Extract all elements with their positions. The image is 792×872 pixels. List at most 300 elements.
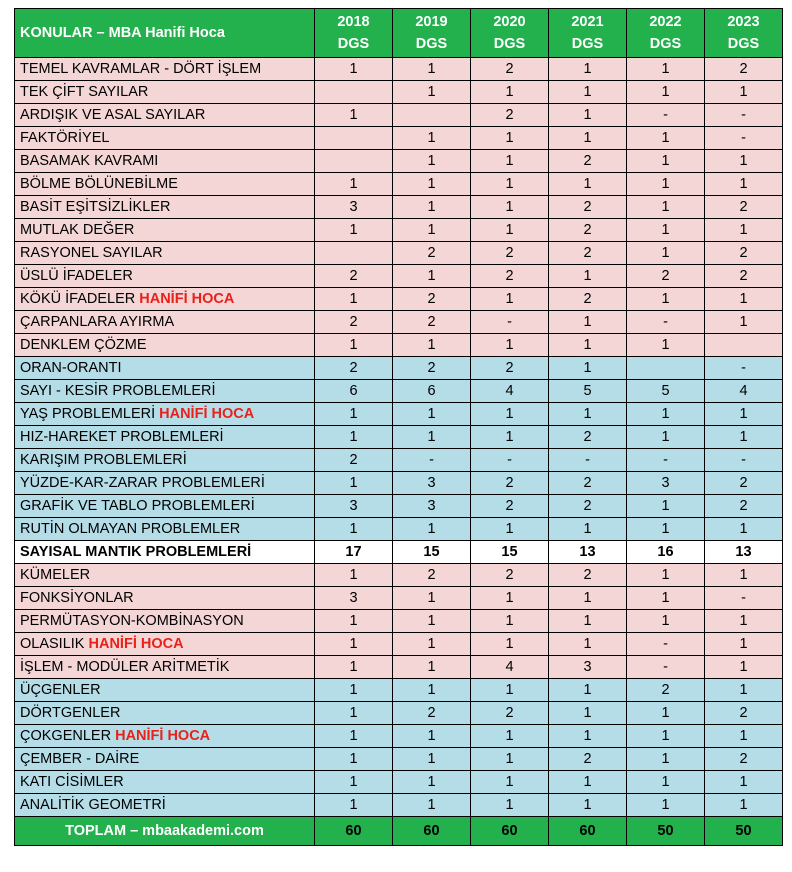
topic-cell <box>15 426 315 449</box>
table-row <box>15 656 783 679</box>
count-cell: 1 <box>705 288 783 311</box>
topic-label: ÇEMBER - DAİRE <box>20 751 140 767</box>
count-cell: 2 <box>627 265 705 288</box>
topic-label: YÜZDE-KAR-ZARAR PROBLEMLERİ <box>20 475 265 491</box>
count-cell: - <box>471 311 549 334</box>
topic-cell <box>15 472 315 495</box>
count-cell: 2 <box>471 58 549 81</box>
count-cell: - <box>549 449 627 472</box>
topic-label: BÖLME BÖLÜNEBİLME <box>20 176 178 192</box>
topic-label: ORAN-ORANTI <box>20 360 122 376</box>
table-row <box>15 472 783 495</box>
count-cell: 1 <box>549 518 627 541</box>
count-cell: 6 <box>393 380 471 403</box>
year-header-cell <box>393 9 471 58</box>
count-cell: 1 <box>705 150 783 173</box>
count-cell: 1 <box>315 656 393 679</box>
count-cell: 1 <box>627 219 705 242</box>
table-row <box>15 610 783 633</box>
count-cell: 2 <box>471 242 549 265</box>
table-row <box>15 541 783 564</box>
count-cell: 1 <box>393 81 471 104</box>
count-cell: 1 <box>549 610 627 633</box>
count-cell: 1 <box>393 656 471 679</box>
total-value-cell: 50 <box>627 817 705 846</box>
table-row <box>15 127 783 150</box>
count-cell: 2 <box>549 219 627 242</box>
topic-cell <box>15 679 315 702</box>
topic-label: KATI CİSİMLER <box>20 774 124 790</box>
count-cell: 1 <box>705 311 783 334</box>
table-row <box>15 426 783 449</box>
topic-label: KARIŞIM PROBLEMLERİ <box>20 452 187 468</box>
table-row <box>15 219 783 242</box>
count-cell: 1 <box>471 748 549 771</box>
count-cell: - <box>705 104 783 127</box>
count-cell: 1 <box>549 81 627 104</box>
count-cell: 1 <box>549 127 627 150</box>
count-cell: 2 <box>549 564 627 587</box>
count-cell: 1 <box>471 679 549 702</box>
topic-label: GRAFİK VE TABLO PROBLEMLERİ <box>20 498 255 514</box>
count-cell: 2 <box>393 288 471 311</box>
count-cell: 1 <box>627 173 705 196</box>
count-cell: 1 <box>549 334 627 357</box>
exam-label: DGS <box>415 36 448 52</box>
count-cell: 1 <box>705 679 783 702</box>
count-cell: 1 <box>471 587 549 610</box>
count-cell: 1 <box>315 403 393 426</box>
count-cell: 1 <box>705 403 783 426</box>
topic-label: OLASILIK <box>20 636 89 652</box>
topic-cell <box>15 58 315 81</box>
topic-label: PERMÜTASYON-KOMBİNASYON <box>20 613 244 629</box>
count-cell: 3 <box>627 472 705 495</box>
count-cell: 1 <box>393 633 471 656</box>
count-cell: 2 <box>471 702 549 725</box>
table-row <box>15 725 783 748</box>
topic-cell <box>15 495 315 518</box>
exam-label: DGS <box>493 36 526 52</box>
count-cell: 1 <box>393 173 471 196</box>
topic-label: FAKTÖRİYEL <box>20 130 110 146</box>
topic-cell <box>15 127 315 150</box>
count-cell: 1 <box>315 518 393 541</box>
count-cell: 2 <box>393 564 471 587</box>
count-cell: 4 <box>471 656 549 679</box>
year-header-cell <box>705 9 783 58</box>
topic-label: SAYISAL MANTIK PROBLEMLERİ <box>20 544 252 560</box>
count-cell: 2 <box>471 564 549 587</box>
count-cell: 1 <box>627 150 705 173</box>
count-cell: 1 <box>705 656 783 679</box>
topic-cell <box>15 564 315 587</box>
table-row <box>15 196 783 219</box>
count-cell: - <box>627 633 705 656</box>
count-cell: 1 <box>315 564 393 587</box>
count-cell: 1 <box>315 472 393 495</box>
count-cell: 1 <box>549 794 627 817</box>
table-row <box>15 587 783 610</box>
count-cell: 2 <box>705 495 783 518</box>
count-cell: 1 <box>549 173 627 196</box>
count-cell: 1 <box>627 127 705 150</box>
topic-label: BASAMAK KAVRAMI <box>20 153 159 169</box>
count-cell: 1 <box>471 173 549 196</box>
exam-label: DGS <box>727 36 760 52</box>
count-cell: 1 <box>705 518 783 541</box>
year-label: 2022 <box>649 14 682 30</box>
topic-cell <box>15 104 315 127</box>
total-label: TOPLAM – mbaakademi.com <box>65 823 264 839</box>
count-cell: 1 <box>627 288 705 311</box>
count-cell: 1 <box>627 564 705 587</box>
count-cell: 1 <box>471 150 549 173</box>
count-cell: 1 <box>471 794 549 817</box>
topic-label: HIZ-HAREKET PROBLEMLERİ <box>20 429 224 445</box>
count-cell: 1 <box>315 794 393 817</box>
topic-cell <box>15 380 315 403</box>
table-row <box>15 633 783 656</box>
total-value-cell: 60 <box>549 817 627 846</box>
count-cell: 1 <box>471 771 549 794</box>
count-cell: 1 <box>627 196 705 219</box>
count-cell: 2 <box>315 357 393 380</box>
exam-label: DGS <box>649 36 682 52</box>
table-row <box>15 357 783 380</box>
count-cell: 4 <box>705 380 783 403</box>
count-cell: 1 <box>627 771 705 794</box>
count-cell: 1 <box>627 81 705 104</box>
count-cell: 1 <box>627 610 705 633</box>
count-cell: 1 <box>549 58 627 81</box>
topic-cell <box>15 771 315 794</box>
count-cell: 2 <box>549 288 627 311</box>
year-header-cell <box>315 9 393 58</box>
count-cell: 1 <box>315 426 393 449</box>
exam-label: DGS <box>337 36 370 52</box>
count-cell: 3 <box>315 196 393 219</box>
header-title: KONULAR – MBA Hanifi Hoca <box>20 25 225 41</box>
table-row <box>15 403 783 426</box>
table-row <box>15 242 783 265</box>
count-cell: 2 <box>549 472 627 495</box>
table-row <box>15 794 783 817</box>
count-cell: 1 <box>393 403 471 426</box>
topic-cell <box>15 610 315 633</box>
count-cell: 1 <box>315 748 393 771</box>
count-cell: 1 <box>393 725 471 748</box>
topic-label: ÇARPANLARA AYIRMA <box>20 314 175 330</box>
count-cell: 2 <box>705 748 783 771</box>
topic-cell <box>15 265 315 288</box>
count-cell: 1 <box>627 426 705 449</box>
count-cell: 3 <box>315 587 393 610</box>
count-cell: 1 <box>627 242 705 265</box>
count-cell <box>393 104 471 127</box>
count-cell: 1 <box>315 633 393 656</box>
count-cell: 1 <box>471 334 549 357</box>
year-label: 2018 <box>337 14 370 30</box>
table-row <box>15 311 783 334</box>
total-value-cell: 60 <box>393 817 471 846</box>
table-row <box>15 334 783 357</box>
count-cell: 2 <box>315 265 393 288</box>
table-row <box>15 265 783 288</box>
count-cell <box>315 150 393 173</box>
year-label: 2020 <box>493 14 526 30</box>
count-cell: 2 <box>471 357 549 380</box>
count-cell: 2 <box>471 495 549 518</box>
count-cell: 1 <box>705 794 783 817</box>
count-cell: 2 <box>549 150 627 173</box>
total-value-cell: 60 <box>315 817 393 846</box>
table-row <box>15 495 783 518</box>
topic-cell <box>15 656 315 679</box>
count-cell: 1 <box>549 771 627 794</box>
topic-label: TEK ÇİFT SAYILAR <box>20 84 149 100</box>
count-cell: 2 <box>471 104 549 127</box>
count-cell: 5 <box>549 380 627 403</box>
exam-label: DGS <box>571 36 604 52</box>
count-cell: 1 <box>315 610 393 633</box>
count-cell: 1 <box>627 725 705 748</box>
topic-label: MUTLAK DEĞER <box>20 222 135 238</box>
topic-label: SAYI - KESİR PROBLEMLERİ <box>20 383 216 399</box>
topic-label: RASYONEL SAYILAR <box>20 245 163 261</box>
topic-cell <box>15 794 315 817</box>
count-cell: 1 <box>393 426 471 449</box>
topic-label: DENKLEM ÇÖZME <box>20 337 147 353</box>
count-cell: 2 <box>315 449 393 472</box>
count-cell: 1 <box>471 196 549 219</box>
count-cell: 16 <box>627 541 705 564</box>
count-cell: 1 <box>471 288 549 311</box>
teacher-tag: HANİFİ HOCA <box>115 728 211 744</box>
count-cell: 1 <box>315 173 393 196</box>
count-cell: 2 <box>393 357 471 380</box>
topic-label: TEMEL KAVRAMLAR - DÖRT İŞLEM <box>20 61 262 77</box>
count-cell: 1 <box>705 173 783 196</box>
count-cell: 2 <box>549 495 627 518</box>
count-cell: 1 <box>627 518 705 541</box>
count-cell: 1 <box>315 219 393 242</box>
topic-label: ÇOKGENLER <box>20 728 116 744</box>
topic-label: YAŞ PROBLEMLERİ <box>20 406 160 422</box>
table-row <box>15 679 783 702</box>
count-cell: 1 <box>549 403 627 426</box>
count-cell: 1 <box>471 610 549 633</box>
count-cell: 1 <box>627 748 705 771</box>
count-cell: 1 <box>471 426 549 449</box>
count-cell: 1 <box>627 702 705 725</box>
count-cell: 4 <box>471 380 549 403</box>
table-row <box>15 380 783 403</box>
table-row <box>15 58 783 81</box>
count-cell: 2 <box>393 311 471 334</box>
count-cell: 1 <box>627 403 705 426</box>
topic-cell <box>15 242 315 265</box>
topic-label: RUTİN OLMAYAN PROBLEMLER <box>20 521 241 537</box>
count-cell: 1 <box>549 725 627 748</box>
count-cell: 1 <box>393 219 471 242</box>
total-value-cell: 50 <box>705 817 783 846</box>
count-cell: 1 <box>549 311 627 334</box>
topic-cell <box>15 725 315 748</box>
count-cell: 1 <box>549 702 627 725</box>
count-cell: 1 <box>315 58 393 81</box>
topic-label: ÜSLÜ İFADELER <box>20 268 133 284</box>
count-cell: 2 <box>549 426 627 449</box>
count-cell: 3 <box>315 495 393 518</box>
count-cell: 3 <box>549 656 627 679</box>
count-cell: 1 <box>705 725 783 748</box>
topic-label: İŞLEM - MODÜLER ARİTMETİK <box>20 659 230 675</box>
table-row <box>15 449 783 472</box>
topic-cell <box>15 288 315 311</box>
count-cell: - <box>627 104 705 127</box>
table-row <box>15 288 783 311</box>
table-row <box>15 748 783 771</box>
year-header-cell <box>471 9 549 58</box>
count-cell: 2 <box>705 702 783 725</box>
count-cell: 3 <box>393 495 471 518</box>
count-cell: 1 <box>315 288 393 311</box>
count-cell: 1 <box>393 610 471 633</box>
count-cell: 1 <box>471 725 549 748</box>
topic-cell <box>15 633 315 656</box>
count-cell: 1 <box>705 426 783 449</box>
count-cell: 1 <box>315 679 393 702</box>
count-cell: - <box>705 357 783 380</box>
topic-cell <box>15 219 315 242</box>
topic-label: DÖRTGENLER <box>20 705 121 721</box>
total-label-cell <box>15 817 315 846</box>
count-cell: - <box>627 449 705 472</box>
topic-label: BASİT EŞİTSİZLİKLER <box>20 199 171 215</box>
count-cell: 1 <box>627 334 705 357</box>
count-cell: 1 <box>705 219 783 242</box>
count-cell: - <box>705 587 783 610</box>
count-cell: 1 <box>705 610 783 633</box>
count-cell: 2 <box>705 265 783 288</box>
count-cell: 1 <box>393 518 471 541</box>
topic-label: ANALİTİK GEOMETRİ <box>20 797 166 813</box>
count-cell: 17 <box>315 541 393 564</box>
count-cell: 1 <box>471 403 549 426</box>
count-cell: 1 <box>315 702 393 725</box>
topic-cell <box>15 702 315 725</box>
count-cell: 3 <box>393 472 471 495</box>
count-cell <box>627 357 705 380</box>
count-cell: 2 <box>627 679 705 702</box>
count-cell: - <box>627 311 705 334</box>
year-label: 2021 <box>571 14 604 30</box>
table-row <box>15 702 783 725</box>
count-cell: 1 <box>549 587 627 610</box>
topic-cell <box>15 403 315 426</box>
count-cell: - <box>705 127 783 150</box>
topic-label: ARDIŞIK VE ASAL SAYILAR <box>20 107 206 123</box>
count-cell: 1 <box>627 794 705 817</box>
count-cell: 1 <box>627 495 705 518</box>
count-cell: - <box>705 449 783 472</box>
topic-cell <box>15 449 315 472</box>
table-row <box>15 150 783 173</box>
count-cell: 13 <box>549 541 627 564</box>
count-cell: 2 <box>549 242 627 265</box>
count-cell: - <box>471 449 549 472</box>
count-cell: - <box>627 656 705 679</box>
count-cell <box>315 127 393 150</box>
topic-label: FONKSİYONLAR <box>20 590 134 606</box>
count-cell: 1 <box>549 633 627 656</box>
count-cell: 2 <box>705 242 783 265</box>
topic-cell <box>15 518 315 541</box>
count-cell: 2 <box>471 265 549 288</box>
count-cell: 6 <box>315 380 393 403</box>
teacher-tag: HANİFİ HOCA <box>159 406 255 422</box>
topic-cell <box>15 311 315 334</box>
count-cell: 1 <box>549 679 627 702</box>
count-cell: 2 <box>393 702 471 725</box>
count-cell: 1 <box>549 104 627 127</box>
count-cell: 1 <box>549 265 627 288</box>
count-cell: 1 <box>705 633 783 656</box>
topic-label: KÜMELER <box>20 567 91 583</box>
teacher-tag: HANİFİ HOCA <box>139 291 235 307</box>
table-row <box>15 81 783 104</box>
count-cell <box>705 334 783 357</box>
count-cell: 2 <box>393 242 471 265</box>
topic-cell <box>15 196 315 219</box>
topic-cell <box>15 150 315 173</box>
count-cell: 1 <box>393 748 471 771</box>
count-cell: 2 <box>471 472 549 495</box>
count-cell: 2 <box>549 196 627 219</box>
count-cell: 1 <box>393 334 471 357</box>
topic-label: KÖKÜ İFADELER <box>20 291 140 307</box>
table-row <box>15 518 783 541</box>
count-cell: 1 <box>471 81 549 104</box>
count-cell: 1 <box>393 58 471 81</box>
count-cell: 1 <box>471 127 549 150</box>
table-row <box>15 104 783 127</box>
topic-label: ÜÇGENLER <box>20 682 101 698</box>
count-cell: 1 <box>315 771 393 794</box>
topic-cell <box>15 587 315 610</box>
count-cell: - <box>393 449 471 472</box>
header-title-cell <box>15 9 315 58</box>
count-cell: 1 <box>471 518 549 541</box>
count-cell: 15 <box>393 541 471 564</box>
teacher-tag: HANİFİ HOCA <box>88 636 184 652</box>
year-label: 2019 <box>415 14 448 30</box>
count-cell: 1 <box>627 587 705 610</box>
topic-cell <box>15 748 315 771</box>
topic-cell <box>15 81 315 104</box>
count-cell <box>315 81 393 104</box>
count-cell: 1 <box>315 104 393 127</box>
count-cell: 1 <box>471 633 549 656</box>
count-cell: 2 <box>705 472 783 495</box>
table-row <box>15 771 783 794</box>
year-label: 2023 <box>727 14 760 30</box>
count-cell: 2 <box>705 58 783 81</box>
count-cell: 1 <box>549 357 627 380</box>
table-row <box>15 564 783 587</box>
count-cell: 5 <box>627 380 705 403</box>
